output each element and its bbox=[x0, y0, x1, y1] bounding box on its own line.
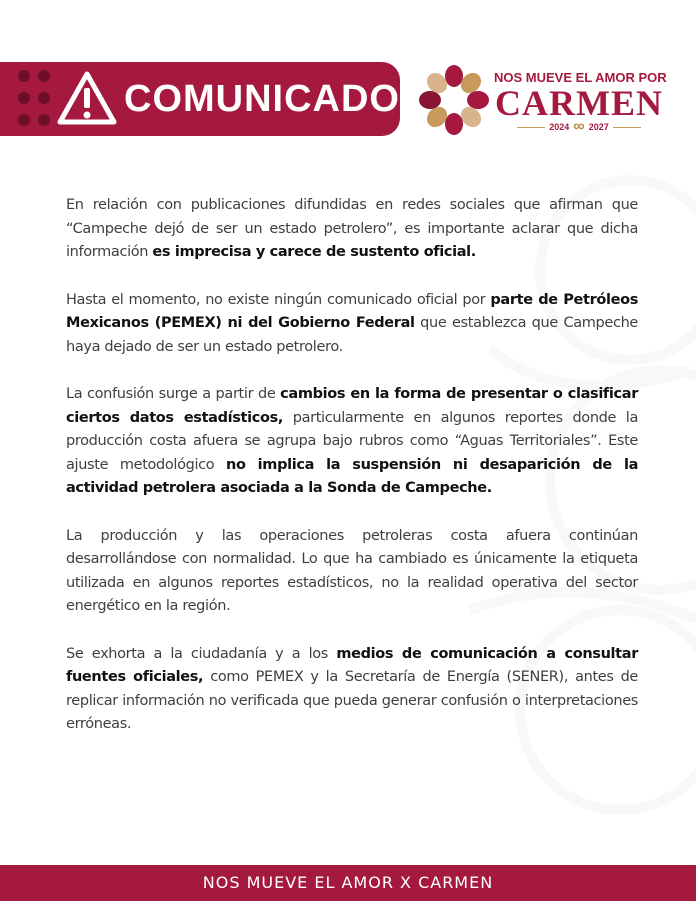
period-start: 2024 bbox=[549, 122, 570, 132]
period-end: 2027 bbox=[588, 122, 609, 132]
paragraph-2: Hasta el momento, no existe ningún comunicado oficial por parte de Petróleos Mexicanos (PEMEX) ni del Gobierno Federal que establezca que Campeche haya dejado de ser un estado petrolero. bbox=[66, 291, 638, 355]
paragraph-5: Se exhorta a la ciudadanía y a los medios de comunicación a consultar fuentes oficiales, como PEMEX y la Secretaría de Energía (SENER), antes de replicar información no verificada que pueda generar confusión o interpretaciones erróneas. bbox=[66, 645, 639, 732]
slogan-name: CARMEN bbox=[495, 83, 663, 123]
slogan-top: NOS MUEVE EL AMOR POR bbox=[494, 70, 667, 85]
warning-icon bbox=[56, 70, 118, 126]
comunicado-banner bbox=[0, 62, 400, 136]
period-line-right bbox=[613, 127, 641, 128]
carmen-logo-icon bbox=[418, 64, 490, 136]
infinity-icon: ∞ bbox=[573, 118, 585, 135]
statement-body bbox=[66, 194, 638, 761]
paragraph-3: La confusión surge a partir de cambios en la forma de presentar o clasificar ciertos datos estadísticos, particularmente en algunos reportes donde la producción costa afuera se agrupa bajo rubros como “Aguas Territoriales”. Este ajuste metodológico no implica la suspensión ni desaparición de la actividad petrolera asociada a la Sonda de Campeche. bbox=[66, 386, 638, 496]
paragraph-4: La producción y las operaciones petroleras costa afuera continúan desarrollándose con normalidad. Lo que ha cambiado es únicamente la etiqueta utilizada en algunos reportes estadísticos, no la realidad operativa del sector energético en la región. bbox=[66, 527, 638, 614]
footer-banner: NOS MUEVE EL AMOR X CARMEN bbox=[0, 865, 696, 901]
paragraph-1: En relación con publicaciones difundidas en redes sociales que afirman que “Campeche dejó de ser un estado petrolero”, es importante aclarar que dicha información es imprecisa y carece de sustento oficial. bbox=[66, 197, 638, 260]
dots-decoration bbox=[16, 68, 60, 132]
period bbox=[494, 120, 664, 134]
period-line-left bbox=[517, 127, 545, 128]
page-title: COMUNICADO bbox=[124, 78, 400, 120]
